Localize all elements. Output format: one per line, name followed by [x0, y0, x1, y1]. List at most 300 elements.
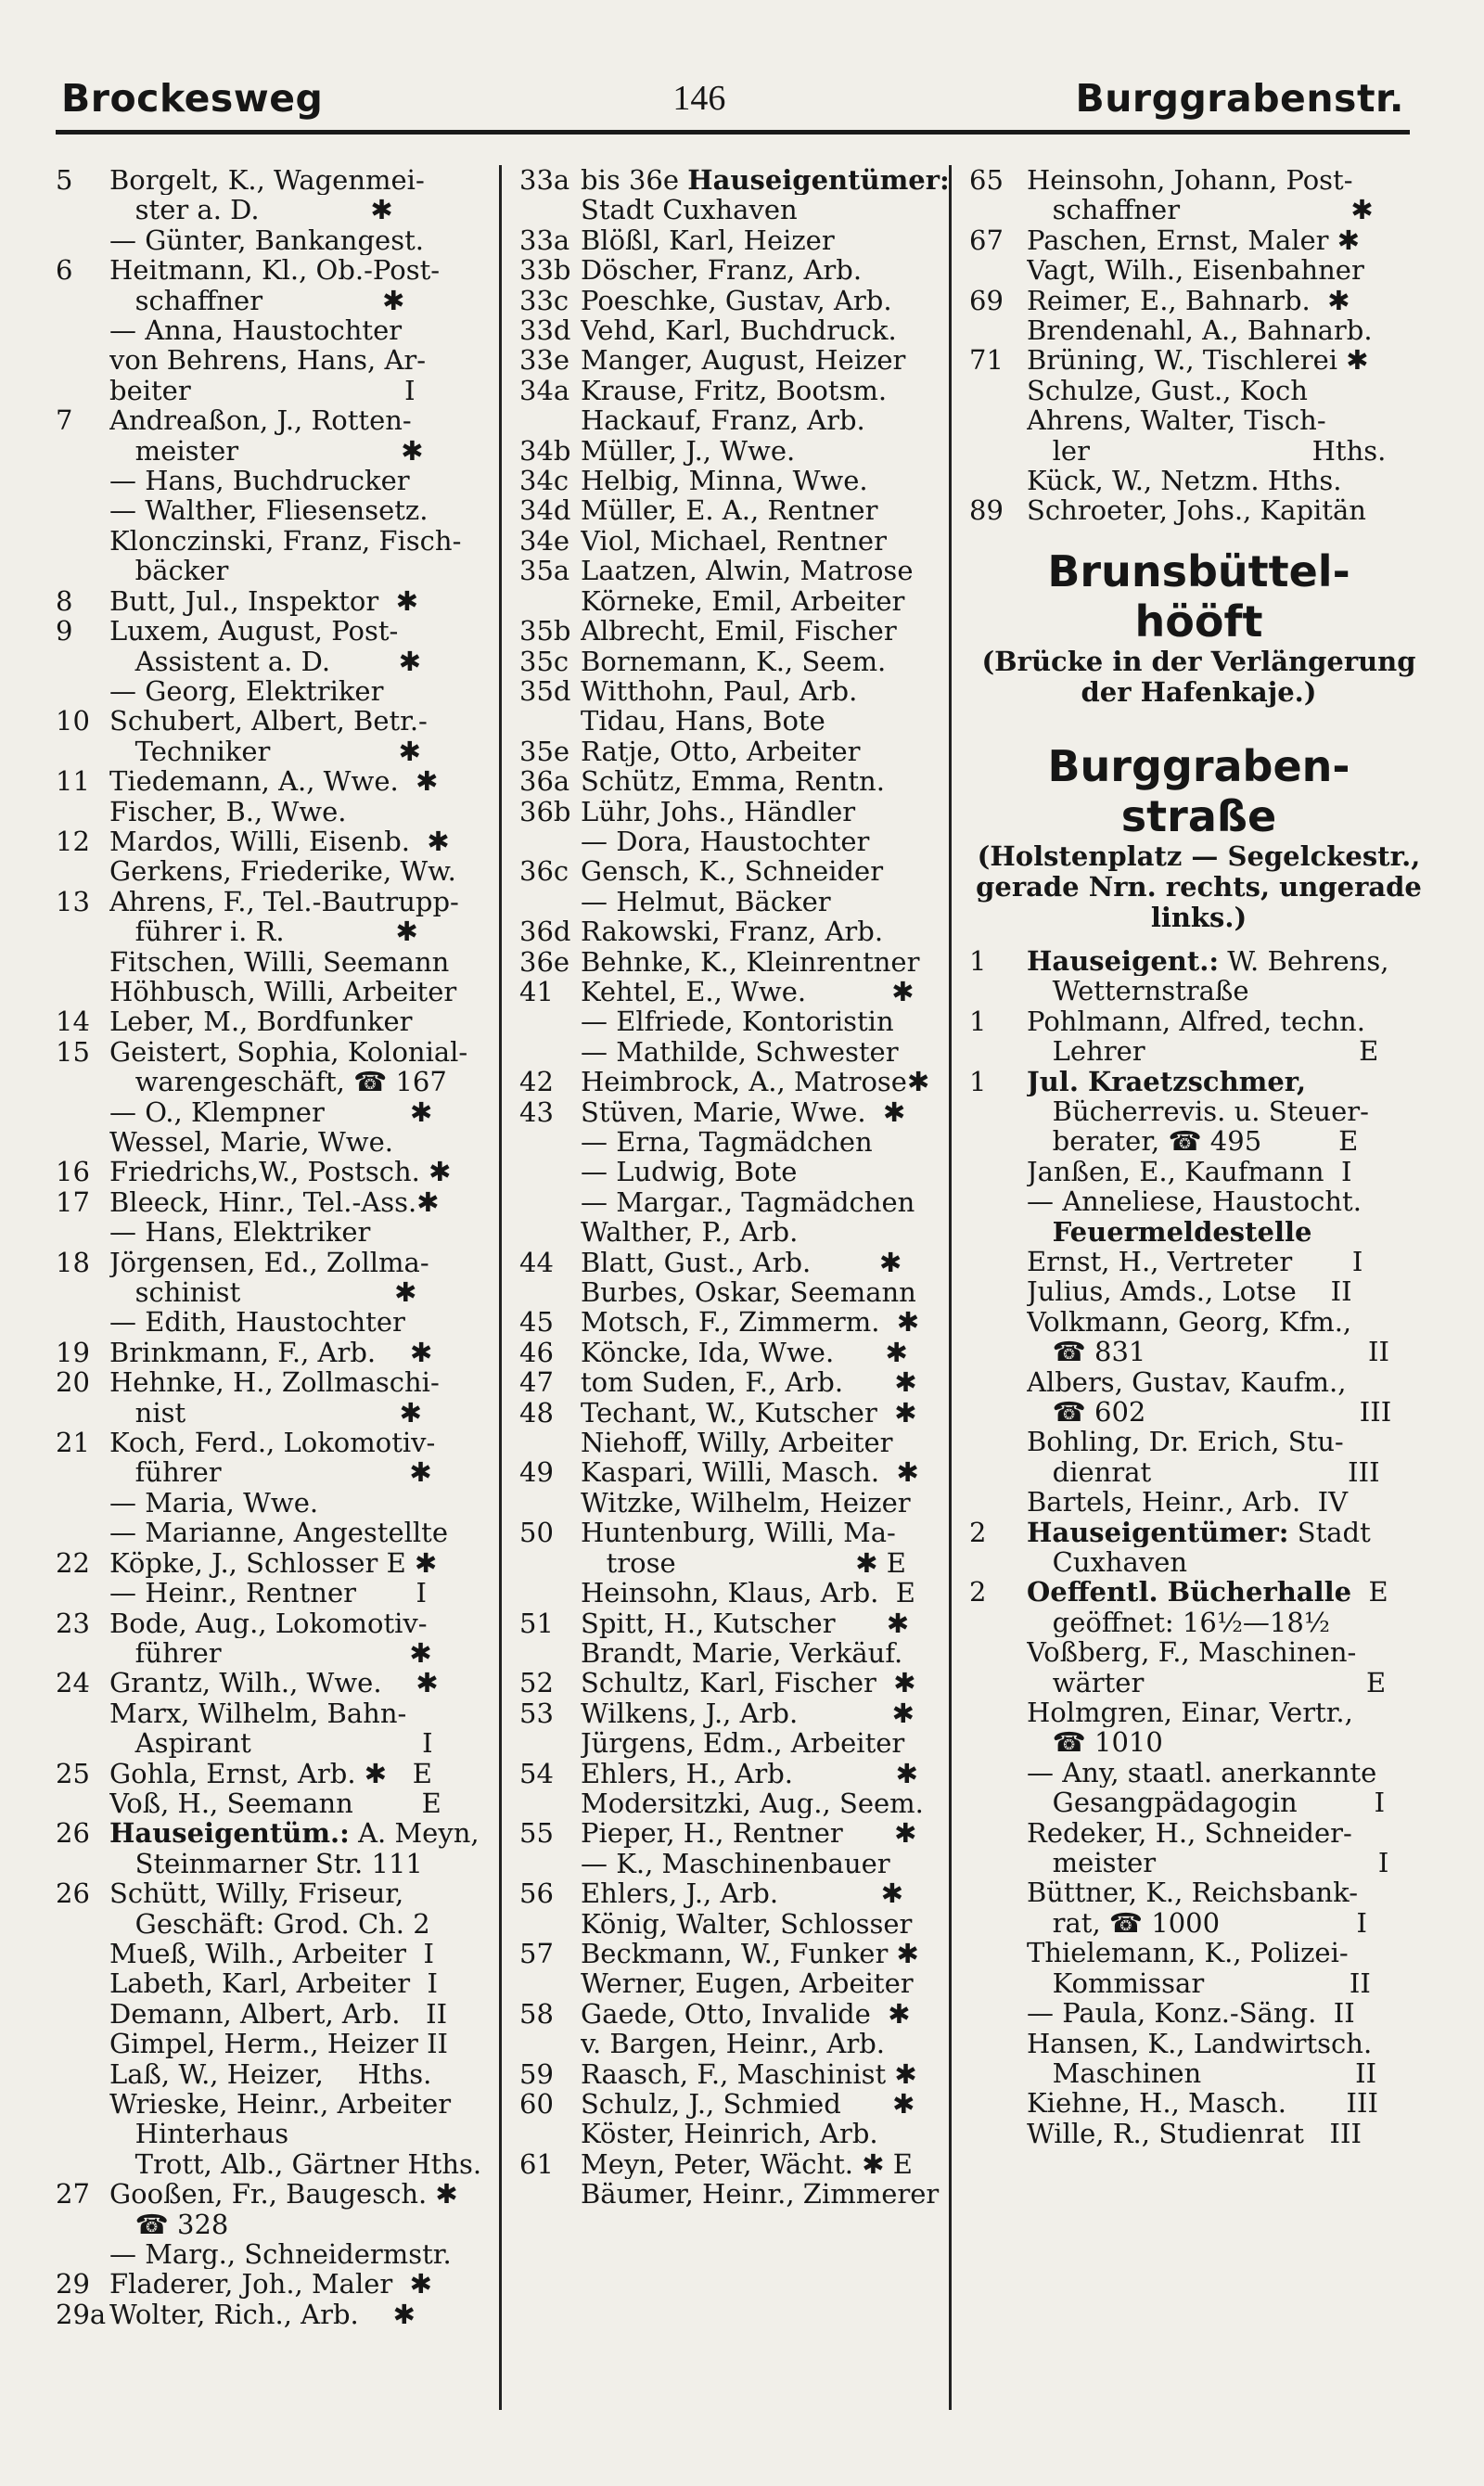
- directory-entry-line: [519, 315, 955, 345]
- house-number: 33c: [519, 284, 569, 316]
- house-number: [969, 1608, 1027, 1637]
- header-right-street: Burggrabenstr.: [1075, 76, 1404, 121]
- entry-text: führer i. R. ✱: [109, 916, 418, 947]
- entry-text: Huntenburg, Willi, Ma-: [581, 1518, 896, 1548]
- entry-text: Heinsohn, Johann, Post-: [1027, 165, 1353, 196]
- house-number: [56, 2210, 109, 2239]
- directory-entry-line: [519, 2179, 955, 2209]
- entry-text: Behnke, K., Kleinrentner: [581, 946, 920, 977]
- directory-entry-line: [56, 2300, 484, 2329]
- house-number: [56, 436, 109, 466]
- directory-entry-line: [56, 1217, 484, 1247]
- house-number: [519, 1548, 581, 1578]
- directory-entry-line: [969, 1067, 1428, 1096]
- house-number: [56, 2239, 109, 2269]
- house-number: [969, 1788, 1027, 1817]
- header-rule: [56, 130, 1410, 135]
- house-number: 7: [56, 404, 73, 437]
- house-number: [519, 1127, 581, 1157]
- entry-text: Ehlers, H., Arb. ✱: [581, 1758, 918, 1788]
- entry-text: — K., Maschinenbauer: [581, 1848, 890, 1879]
- directory-entry-line: [519, 887, 955, 916]
- directory-entry-line: [969, 495, 1428, 525]
- directory-entry-line: [56, 766, 484, 796]
- house-number: [969, 1157, 1027, 1186]
- house-number: [56, 1999, 109, 2029]
- house-number: [56, 1788, 109, 1818]
- entry-text: Geschäft: Grod. Ch. 2: [109, 1908, 430, 1939]
- house-number: 18: [56, 1246, 90, 1278]
- entry-text: Ahrens, Walter, Tisch-: [1027, 405, 1326, 436]
- house-number: 1: [969, 1065, 987, 1097]
- entry-text: Holmgren, Einar, Vertr.,: [1027, 1698, 1353, 1728]
- entry-text: Blatt, Gust., Arb. ✱: [581, 1247, 902, 1278]
- house-number: [519, 1788, 581, 1818]
- entry-text: Wetternstraße: [1027, 976, 1249, 1006]
- directory-entry-line: [519, 556, 955, 585]
- house-number: [519, 1728, 581, 1758]
- entry-text: Volkmann, Georg, Kfm.,: [1027, 1306, 1352, 1338]
- house-number: [969, 255, 1027, 285]
- entry-text: — Anna, Haustochter: [109, 315, 403, 346]
- entry-text: Voß, H., Seemann E: [109, 1788, 441, 1819]
- directory-entry-line: [519, 1818, 955, 1848]
- directory-entry-line: [56, 2059, 484, 2089]
- directory-entry-line: [969, 345, 1428, 375]
- entry-text: Voßberg, F., Maschinen-: [1027, 1637, 1357, 1668]
- directory-entry-line: [969, 1968, 1428, 1998]
- house-number: 42: [519, 1066, 554, 1098]
- directory-entry-line: [969, 195, 1428, 224]
- directory-entry-line: [56, 1398, 484, 1428]
- house-number: [519, 2179, 581, 2209]
- section-note: [969, 841, 1428, 933]
- directory-entry-line: [969, 1367, 1428, 1397]
- entry-text: — Walther, Fliesensetz.: [109, 495, 429, 526]
- house-number: [56, 1307, 109, 1337]
- house-number: [969, 1758, 1027, 1788]
- directory-entry-line: [56, 2269, 484, 2299]
- house-number: 10: [56, 705, 90, 737]
- directory-entry-line: [969, 376, 1428, 405]
- directory-entry-line: [969, 1397, 1428, 1427]
- house-number: [519, 1488, 581, 1518]
- directory-entry-line: [56, 977, 484, 1006]
- house-number: [969, 1487, 1027, 1517]
- house-number: [56, 376, 109, 405]
- house-number: [969, 1547, 1027, 1577]
- entry-text: Heimbrock, A., Matrose✱: [581, 1067, 930, 1097]
- directory-entry-line: [519, 1037, 955, 1067]
- directory-entry-line: [56, 1127, 484, 1157]
- house-number: [56, 1217, 109, 1247]
- entry-text: Grantz, Wilh., Wwe. ✱: [109, 1668, 439, 1698]
- house-number: [56, 195, 109, 224]
- entry-text: Albrecht, Emil, Fischer: [581, 616, 897, 647]
- directory-entry-line: [969, 1518, 1428, 1547]
- entry-text: Hauseigentüm.: A. Meyn,: [109, 1818, 480, 1849]
- directory-entry-line: [519, 1217, 955, 1247]
- entry-text: ster a. D. ✱: [109, 195, 393, 225]
- house-number: [519, 706, 581, 736]
- directory-entry-line: [56, 1578, 484, 1608]
- entry-text: bäcker: [109, 556, 229, 586]
- directory-entry-line: [969, 2119, 1428, 2148]
- directory-entry-line: [519, 1849, 955, 1878]
- entry-text: Andreaßon, J., Rotten-: [109, 405, 412, 436]
- entry-text: Geistert, Sophia, Kolonial-: [109, 1036, 468, 1068]
- house-number: 2: [969, 1516, 987, 1548]
- directory-entry-line: [56, 1187, 484, 1217]
- house-number: [969, 1247, 1027, 1276]
- house-number: [56, 1939, 109, 1968]
- directory-entry-line: [56, 1849, 484, 1878]
- entry-text: Friedrichs,W., Postsch. ✱: [109, 1157, 452, 1187]
- directory-entry-line: [56, 797, 484, 827]
- entry-text: Walther, P., Arb.: [581, 1217, 799, 1248]
- directory-entry-line: [519, 1878, 955, 1908]
- house-number: [56, 977, 109, 1006]
- directory-entry-line: [969, 1668, 1428, 1698]
- house-number: 11: [56, 765, 90, 798]
- directory-entry-line: [56, 1428, 484, 1457]
- entry-text: — Any, staatl. anerkannte: [1027, 1757, 1377, 1788]
- house-number: [519, 887, 581, 916]
- entry-text: Trott, Alb., Gärtner Hths.: [109, 2148, 482, 2180]
- directory-entry-line: [519, 797, 955, 827]
- house-number: [56, 495, 109, 525]
- entry-text: Aspirant I: [109, 1728, 433, 1759]
- house-number: 67: [969, 224, 1004, 256]
- house-number: [969, 376, 1027, 405]
- entry-text: Maschinen II: [1027, 2057, 1377, 2089]
- directory-entry-line: [56, 286, 484, 315]
- house-number: 51: [519, 1607, 554, 1639]
- directory-entry-line: [519, 1578, 955, 1608]
- directory-entry-line: [519, 1728, 955, 1758]
- directory-entry-line: [969, 1457, 1428, 1487]
- house-number: [56, 2029, 109, 2058]
- entry-text: Bücherrevis. u. Steuer-: [1027, 1096, 1369, 1127]
- house-number: [56, 2119, 109, 2148]
- entry-text: Poeschke, Gustav, Arb.: [581, 285, 892, 316]
- directory-entry-line: [519, 345, 955, 375]
- entry-text: Rakowski, Franz, Arb.: [581, 916, 884, 947]
- directory-entry-line: [519, 1909, 955, 1939]
- entry-text: Bartels, Heinr., Arb. IV: [1027, 1487, 1349, 1518]
- entry-text: Manger, August, Heizer: [581, 345, 906, 376]
- directory-entry-line: [56, 1006, 484, 1036]
- house-number: 34d: [519, 494, 571, 527]
- directory-entry-line: [56, 1067, 484, 1096]
- directory-entry-line: [519, 2029, 955, 2058]
- section-note-line: (Brücke in der Verlängerung: [981, 645, 1416, 677]
- section-title-line: straße: [1120, 790, 1277, 841]
- house-number: 71: [969, 344, 1004, 377]
- entry-text: Witthohn, Paul, Arb.: [581, 675, 858, 707]
- entry-text: trose ✱ E: [581, 1547, 906, 1579]
- house-number: [519, 1217, 581, 1247]
- directory-entry-line: [519, 1488, 955, 1518]
- entry-text: Köster, Heinrich, Arb.: [581, 2119, 878, 2149]
- house-number: 27: [56, 2178, 90, 2210]
- entry-text: Heinsohn, Klaus, Arb. E: [581, 1578, 915, 1608]
- entry-text: Luxem, August, Post-: [109, 616, 399, 647]
- entry-text: Labeth, Karl, Arbeiter I: [109, 1968, 438, 1999]
- house-number: [56, 1398, 109, 1428]
- house-number: 1: [969, 944, 987, 977]
- entry-text: — Edith, Haustochter: [109, 1307, 405, 1338]
- entry-text: Tidau, Hans, Bote: [581, 706, 825, 737]
- house-number: 34a: [519, 374, 570, 406]
- entry-text: Janßen, E., Kaufmann I: [1027, 1156, 1352, 1187]
- house-number: 69: [969, 284, 1004, 316]
- entry-text: Wessel, Marie, Wwe.: [109, 1127, 393, 1158]
- house-number: [56, 1728, 109, 1758]
- directory-entry-line: [519, 1307, 955, 1337]
- section-heading: [969, 741, 1428, 841]
- directory-entry-line: [56, 1878, 484, 1908]
- house-number: [56, 315, 109, 345]
- directory-entry-line: [969, 2029, 1428, 2058]
- entry-text: Redeker, H., Schneider-: [1027, 1817, 1352, 1849]
- directory-entry-line: [519, 1248, 955, 1277]
- entry-text: Niehoff, Willy, Arbeiter: [581, 1428, 893, 1458]
- directory-entry-line: [56, 1157, 484, 1186]
- house-number: 13: [56, 885, 90, 917]
- directory-entry-line: [519, 616, 955, 646]
- house-number: [969, 1998, 1027, 2028]
- entry-text: bis 36e Hauseigentümer:: [581, 165, 950, 196]
- entry-text: Butt, Jul., Inspektor ✱: [109, 585, 418, 617]
- house-number: [969, 1217, 1027, 1247]
- directory-entry-line: [519, 1668, 955, 1698]
- house-number: 59: [519, 2057, 554, 2090]
- directory-entry-line: [969, 1276, 1428, 1306]
- entry-text: ☎ 831 II: [1027, 1337, 1389, 1367]
- directory-entry-line: [519, 737, 955, 766]
- entry-text: Spitt, H., Kutscher ✱: [581, 1608, 910, 1638]
- column-middle: [519, 165, 955, 2210]
- directory-entry-line: [56, 466, 484, 495]
- directory-entry-line: [519, 977, 955, 1006]
- entry-text: Müller, E. A., Rentner: [581, 495, 878, 526]
- directory-entry-line: [969, 1848, 1428, 1877]
- directory-entry-line: [56, 526, 484, 556]
- directory-entry-line: [56, 947, 484, 977]
- directory-entry-line: [56, 586, 484, 616]
- house-number: 47: [519, 1366, 554, 1399]
- entry-text: Fischer, B., Wwe.: [109, 796, 347, 827]
- house-number: 49: [519, 1456, 554, 1489]
- house-number: 36e: [519, 945, 570, 978]
- house-number: 50: [519, 1517, 554, 1549]
- directory-entry-line: [969, 1036, 1428, 1066]
- directory-entry-line: [56, 887, 484, 916]
- entry-text: Laatzen, Alwin, Matrose: [581, 556, 914, 586]
- directory-entry-line: [969, 315, 1428, 345]
- entry-text: Blößl, Karl, Heizer: [581, 224, 835, 256]
- directory-entry-line: [56, 255, 484, 285]
- directory-entry-line: [519, 526, 955, 556]
- directory-entry-line: [519, 1518, 955, 1547]
- house-number: [56, 1849, 109, 1878]
- directory-entry-line: [56, 1728, 484, 1758]
- house-number: 34e: [519, 524, 570, 557]
- house-number: [969, 405, 1027, 435]
- house-number: [969, 315, 1027, 345]
- entry-text: — Elfriede, Kontoristin: [581, 1006, 894, 1037]
- column-divider: [499, 165, 502, 2410]
- directory-entry-line: [56, 2089, 484, 2119]
- directory-entry-line: [56, 1788, 484, 1818]
- entry-text: Hinterhaus: [109, 2119, 289, 2149]
- entry-text: Thielemann, K., Polizei-: [1027, 1938, 1349, 1968]
- house-number: [56, 1457, 109, 1487]
- directory-entry-line: [519, 766, 955, 796]
- directory-entry-line: [519, 1968, 955, 1998]
- entry-text: Fladerer, Joh., Maler ✱: [109, 2269, 432, 2300]
- directory-entry-line: [519, 1548, 955, 1578]
- entry-text: Feuermeldestelle: [1052, 1216, 1312, 1247]
- house-number: 43: [519, 1096, 554, 1128]
- directory-entry-line: [969, 946, 1428, 976]
- entry-text: Köpke, J., Schlosser E ✱: [109, 1547, 438, 1579]
- directory-entry-line: [56, 2210, 484, 2239]
- entry-text: König, Walter, Schlosser: [581, 1908, 913, 1939]
- house-number: [56, 1578, 109, 1608]
- house-number: 21: [56, 1427, 90, 1459]
- house-number: 26: [56, 1877, 90, 1910]
- directory-entry-line: [519, 2149, 955, 2179]
- directory-entry-line: [969, 1788, 1428, 1817]
- entry-text: — Marg., Schneidermstr.: [109, 2239, 452, 2270]
- house-number: 22: [56, 1546, 90, 1579]
- house-number: 20: [56, 1366, 90, 1399]
- directory-entry-line: [56, 436, 484, 466]
- directory-entry-line: [519, 466, 955, 495]
- house-number: [56, 1518, 109, 1547]
- entry-text: schaffner ✱: [1027, 195, 1374, 225]
- entry-text: Gimpel, Herm., Heizer II: [109, 2029, 449, 2059]
- directory-entry-line: [56, 1909, 484, 1939]
- entry-text: Gesangpädagogin I: [1027, 1788, 1386, 1818]
- directory-entry-line: [56, 2239, 484, 2269]
- house-number: [969, 2058, 1027, 2088]
- directory-entry-line: [969, 1307, 1428, 1337]
- entry-text: — Hans, Elektriker: [109, 1217, 371, 1248]
- entry-text: Lühr, Johs., Händler: [581, 796, 856, 827]
- directory-entry-line: [519, 495, 955, 525]
- entry-text: Laß, W., Heizer, Hths.: [109, 2058, 432, 2089]
- house-number: 41: [519, 975, 554, 1007]
- entry-text: Stadt Cuxhaven: [581, 195, 798, 225]
- entry-text: dienrat III: [1027, 1456, 1380, 1488]
- entry-text: Brandt, Marie, Verkäuf.: [581, 1637, 903, 1669]
- entry-text: Gohla, Ernst, Arb. ✱ E: [109, 1758, 432, 1788]
- directory-entry-line: [519, 827, 955, 856]
- directory-entry-line: [56, 1097, 484, 1127]
- entry-text: — Günter, Bankangest.: [109, 224, 424, 256]
- house-number: [56, 1909, 109, 1939]
- entry-text: Techniker ✱: [109, 736, 421, 767]
- directory-entry-line: [56, 706, 484, 736]
- directory-entry-line: [56, 916, 484, 946]
- directory-entry-line: [56, 1939, 484, 1968]
- entry-text: schaffner ✱: [109, 285, 405, 316]
- directory-entry-line: [56, 737, 484, 766]
- directory-entry-line: [56, 1488, 484, 1518]
- entry-text: Wilkens, J., Arb. ✱: [581, 1698, 915, 1729]
- house-number: 1: [969, 1005, 987, 1037]
- directory-entry-line: [519, 1067, 955, 1096]
- house-number: 33a: [519, 164, 570, 196]
- entry-text: Werner, Eugen, Arbeiter: [581, 1968, 914, 1999]
- directory-entry-line: [56, 647, 484, 676]
- directory-entry-line: [56, 165, 484, 195]
- house-number: [969, 1698, 1027, 1727]
- entry-text: Fitschen, Willi, Seemann: [109, 946, 450, 977]
- entry-text: Assistent a. D. ✱: [109, 646, 422, 676]
- entry-text: Paschen, Ernst, Maler ✱: [1027, 224, 1361, 256]
- directory-entry-line: [56, 1338, 484, 1367]
- directory-entry-line: [56, 2149, 484, 2179]
- directory-entry-line: [969, 1938, 1428, 1967]
- header-left-street: Brockesweg: [61, 76, 324, 121]
- entry-text: Bohling, Dr. Erich, Stu-: [1027, 1427, 1344, 1457]
- entry-text: Kiehne, H., Masch. III: [1027, 2088, 1378, 2119]
- entry-text: Wille, R., Studienrat III: [1027, 2118, 1362, 2149]
- house-number: [56, 1488, 109, 1518]
- house-number: 16: [56, 1156, 90, 1188]
- house-number: 36c: [519, 855, 569, 888]
- directory-entry-line: [519, 286, 955, 315]
- directory-entry-line: [519, 1398, 955, 1428]
- entry-text: Vagt, Wilh., Eisenbahner: [1027, 255, 1364, 286]
- house-number: 29a: [56, 2298, 107, 2330]
- entry-text: — Ludwig, Bote: [581, 1157, 798, 1187]
- directory-entry-line: [969, 1337, 1428, 1366]
- entry-text: Lehrer E: [1027, 1036, 1379, 1067]
- entry-text: geöffnet: 16½—18½: [1027, 1607, 1330, 1638]
- house-number: [56, 737, 109, 766]
- directory-entry-line: [56, 1457, 484, 1487]
- section-note: [969, 647, 1428, 708]
- directory-entry-line: [969, 1998, 1428, 2028]
- house-number: [56, 286, 109, 315]
- entry-text: Mueß, Wilh., Arbeiter I: [109, 1938, 434, 1969]
- house-number: [519, 195, 581, 224]
- house-number: [969, 436, 1027, 466]
- house-number: 25: [56, 1757, 90, 1789]
- house-number: [56, 556, 109, 585]
- house-number: [56, 2149, 109, 2179]
- directory-entry-line: [519, 405, 955, 435]
- entry-text: meister ✱: [109, 435, 424, 467]
- entry-text: Kück, W., Netzm. Hths.: [1027, 466, 1342, 496]
- entry-text: ☎ 1010: [1027, 1727, 1163, 1758]
- entry-text: Helbig, Minna, Wwe.: [581, 466, 868, 496]
- entry-text: wärter E: [1027, 1667, 1387, 1698]
- directory-entry-line: [519, 676, 955, 706]
- house-number: [56, 797, 109, 827]
- entry-text: Ehlers, J., Arb. ✱: [581, 1878, 903, 1909]
- entry-text: Cuxhaven: [1027, 1547, 1188, 1578]
- entry-text: Witzke, Wilhelm, Heizer: [581, 1487, 911, 1519]
- house-number: [56, 856, 109, 886]
- entry-text: Gensch, K., Schneider: [581, 856, 884, 887]
- directory-entry-line: [56, 195, 484, 224]
